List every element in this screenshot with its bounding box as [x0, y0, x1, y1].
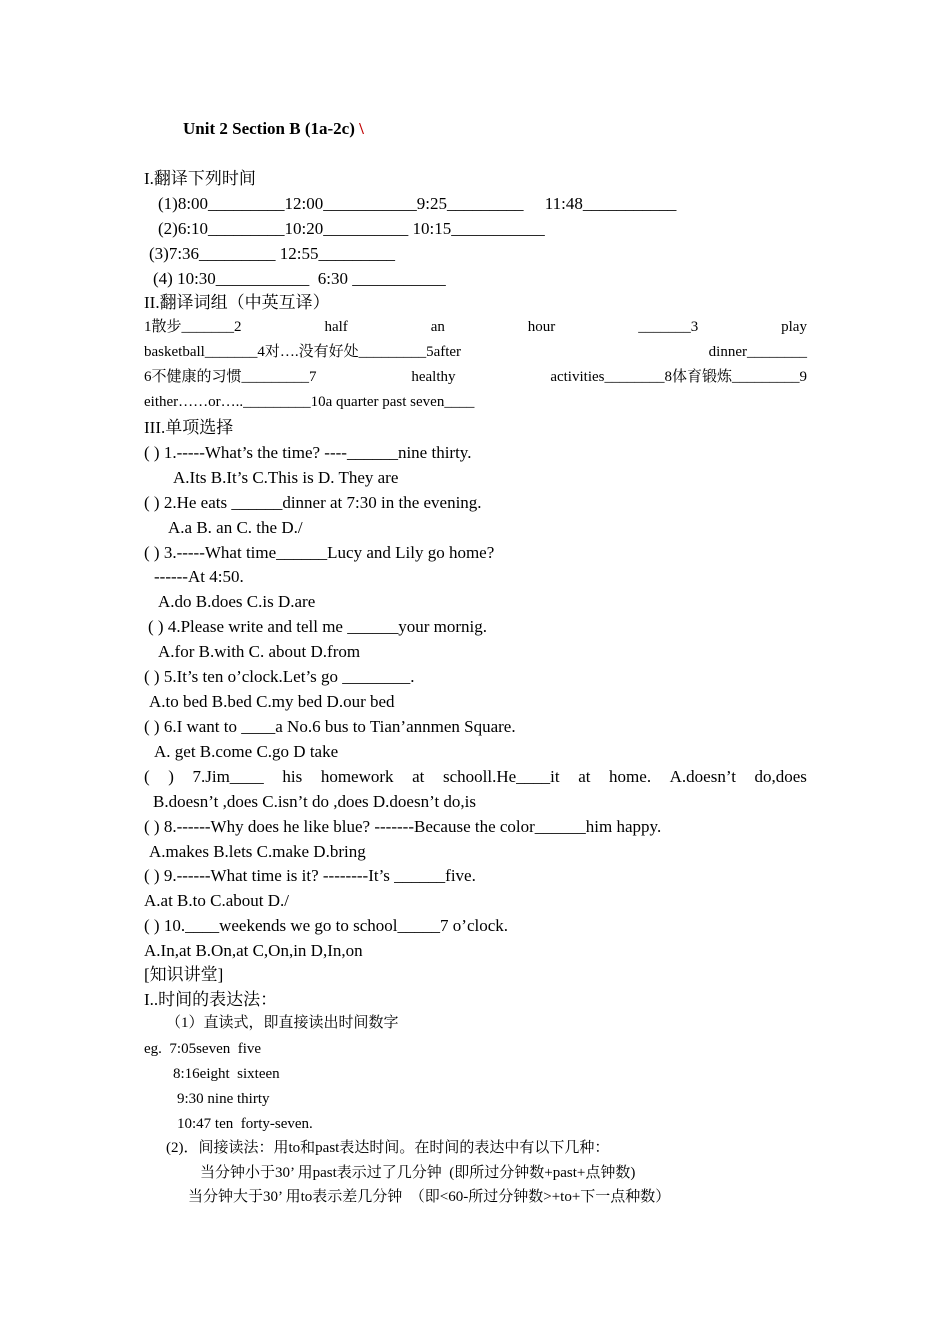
worksheet-title: Unit 2 Section B (1a-2c) \: [183, 119, 364, 138]
options-1: A.Its B.It’s C.This is D. They are: [173, 468, 399, 487]
example-2: 8:16eight sixteen: [173, 1066, 280, 1082]
question-1: ( ) 1.-----What’s the time? ----______nine thirty.: [144, 443, 472, 462]
question-10: ( ) 10.____weekends we go to school_____7 o’clock.: [144, 916, 509, 935]
question-8: ( ) 8.------Why does he like blue? -------Because the color______him happy.: [144, 817, 662, 836]
phrase-row-1: 1散步_______2 half an hour _______3 play: [144, 319, 807, 335]
time-line-4: (4) 10:30___________ 6:30 ___________: [153, 269, 446, 288]
options-8: A.makes B.lets C.make D.bring: [149, 842, 366, 861]
options-5: A.to bed B.bed C.my bed D.our bed: [149, 692, 395, 711]
example-1: eg. 7:05seven five: [144, 1041, 262, 1057]
options-3: A.do B.does C.is D.are: [158, 592, 316, 611]
options-7: B.doesn’t ,does C.isn’t do ,does D.doesn’t do,is: [153, 792, 477, 811]
phrase-row-4: either……or….._________10a quarter past seven____: [144, 394, 475, 410]
options-10: A.In,at B.On,at C,On,in D,In,on: [144, 941, 363, 960]
title-mark: \: [359, 119, 364, 138]
section-2-heading: II.翻译词组（中英互译）: [144, 293, 330, 312]
options-9: A.at B.to C.about D./: [144, 891, 289, 910]
time-expression-heading: I..时间的表达法：: [144, 990, 278, 1009]
question-9: ( ) 9.------What time is it? --------It’s ______five.: [144, 866, 476, 885]
section-3-heading: III.单项选择: [144, 418, 234, 437]
question-7: ( ) 7.Jim____ his homework at schooll.He____it at home. A.doesn’t do,does: [144, 767, 807, 786]
section-4-heading: [知识讲堂]: [144, 965, 224, 984]
example-3: 9:30 nine thirty: [177, 1091, 270, 1107]
rule-past: 当分钟小于30’ 用past表示过了几分钟 (即所过分钟数+past+点钟数): [200, 1165, 636, 1181]
question-2: ( ) 2.He eats ______dinner at 7:30 in the evening.: [144, 493, 482, 512]
options-4: A.for B.with C. about D.from: [158, 642, 361, 661]
rule-to: 当分钟大于30’ 用to表示差几分钟 （即<60-所过分钟数>+to+下一点种数）: [188, 1189, 671, 1205]
phrase-row-2: basketball_______4对….没有好处_________5after dinner________: [144, 344, 807, 360]
method-2: (2)．间接读法：用to和past表达时间。在时间的表达中有以下几种：: [166, 1140, 610, 1156]
question-3: ( ) 3.-----What time______Lucy and Lily go home?: [144, 543, 495, 562]
phrase-row-3: 6不健康的习惯_________7 healthy activities________8体育锻炼_________9: [144, 369, 807, 385]
section-1-heading: I.翻译下列时间: [144, 169, 256, 188]
method-1: （1）直读式，即直接读出时间数字: [166, 1015, 399, 1031]
time-line-1: (1)8:00_________12:00___________9:25_________ 11:48___________: [158, 194, 677, 213]
question-5: ( ) 5.It’s ten o’clock.Let’s go ________.: [144, 667, 415, 686]
answer-3: ------At 4:50.: [154, 567, 244, 586]
time-line-2: (2)6:10_________10:20__________ 10:15___________: [158, 219, 545, 238]
options-6: A. get B.come C.go D take: [154, 742, 339, 761]
options-2: A.a B. an C. the D./: [168, 518, 303, 537]
question-4: ( ) 4.Please write and tell me ______your mornig.: [148, 617, 487, 636]
example-4: 10:47 ten forty-seven.: [177, 1116, 313, 1132]
question-6: ( ) 6.I want to ____a No.6 bus to Tian’annmen Square.: [144, 717, 516, 736]
time-line-3: (3)7:36_________ 12:55_________: [149, 244, 396, 263]
